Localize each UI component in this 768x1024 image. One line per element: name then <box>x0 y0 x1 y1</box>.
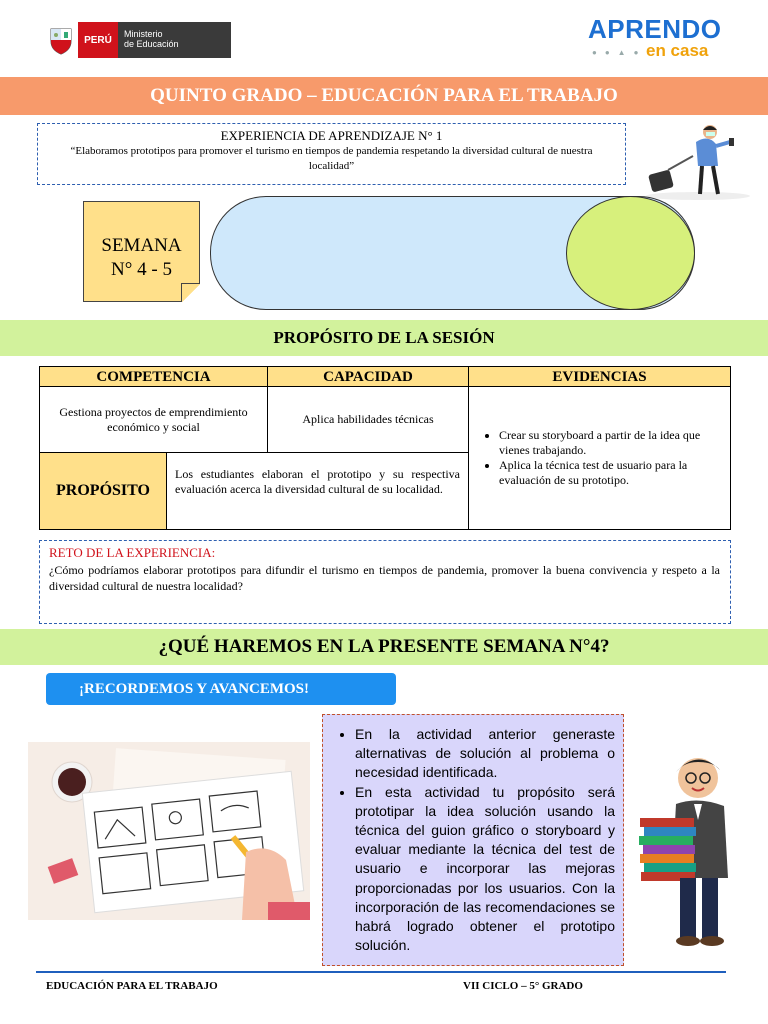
recordemos-button[interactable]: ¡RECORDEMOS Y AVANCEMOS! <box>46 673 396 705</box>
student-with-books-illustration <box>636 748 742 948</box>
peru-shield-icon <box>44 22 78 58</box>
experience-box <box>37 123 626 185</box>
footer-subject: EDUCACIÓN PARA EL TRABAJO <box>46 980 218 992</box>
evidence-item: • Crear su storyboard a partir de la idea que vienes trabajando. <box>499 428 724 458</box>
header-capacidad: CAPACIDAD <box>267 366 469 387</box>
note-fold <box>181 283 200 302</box>
competencia-cell: Gestiona proyectos de emprendimiento económico y social <box>39 386 268 453</box>
decorative-green-circle <box>566 196 695 310</box>
week-sticky-note <box>83 201 200 302</box>
peru-label: PERÚ <box>78 22 118 58</box>
note-item: • En la actividad anterior generaste alternativas de solución al problema o necesidad identificada. <box>355 725 615 783</box>
evidencias-cell <box>468 386 731 530</box>
challenge-title: RETO DE LA EXPERIENCIA: <box>49 545 216 560</box>
footer-divider <box>36 971 726 973</box>
header-evidencias: EVIDENCIAS <box>468 366 731 387</box>
ministry-label: Ministerio de Educación <box>118 22 231 58</box>
aprendo-en-casa-logo: APRENDO ● ● ▲ ● en casa <box>588 14 722 60</box>
capacidad-cell: Aplica habilidades técnicas <box>267 386 469 453</box>
decorative-dots-icon: ● ● ▲ ● <box>592 48 642 57</box>
header-competencia: COMPETENCIA <box>39 366 268 387</box>
activity-notes-box <box>322 714 624 966</box>
footer-cycle: VII CICLO – 5° GRADO <box>463 980 583 992</box>
proposito-text: Los estudiantes elaboran el prototipo y su respectiva evaluación acerca la diversidad cultural de su localidad. <box>166 452 469 530</box>
evidence-item: • Aplica la técnica test de usuario para la evaluación de su prototipo. <box>499 458 724 488</box>
week-question-band: ¿QUÉ HAREMOS EN LA PRESENTE SEMANA N°4? <box>0 629 768 665</box>
proposito-label: PROPÓSITO <box>39 452 167 530</box>
purpose-band: PROPÓSITO DE LA SESIÓN <box>0 320 768 356</box>
week-number: N° 4 - 5 <box>111 259 172 280</box>
competency-table <box>39 366 731 530</box>
week-label: SEMANA <box>101 235 182 256</box>
grade-title-band: QUINTO GRADO – EDUCACIÓN PARA EL TRABAJO <box>0 77 768 115</box>
challenge-text: ¿Cómo podríamos elaborar prototipos para difundir el turismo en tiempos de pandemia, promover la buena convivencia y respeto a la diversidad cultural de nuestra localidad? <box>49 563 720 593</box>
note-item: • En esta actividad tu propósito será prototipar la idea solución usando la técnica del guion gráfico o storyboard y evaluar mediante la técnica del test de usuario e incorporar las mejoras proporcionadas por los usuarios. Con la incorporación de las recomendaciones se habrá logrado obtener el prototipo solución. <box>355 783 615 956</box>
minedu-logo <box>44 22 231 58</box>
storyboard-illustration <box>28 742 310 920</box>
experience-quote: “Elaboramos prototipos para promover el turismo en tiempos de pandemia respetando la diversidad cultural de nuestra localidad” <box>70 145 593 172</box>
challenge-box <box>39 540 731 624</box>
experience-title: EXPERIENCIA DE APRENDIZAJE N° 1 <box>220 128 443 143</box>
traveler-illustration <box>638 120 753 200</box>
